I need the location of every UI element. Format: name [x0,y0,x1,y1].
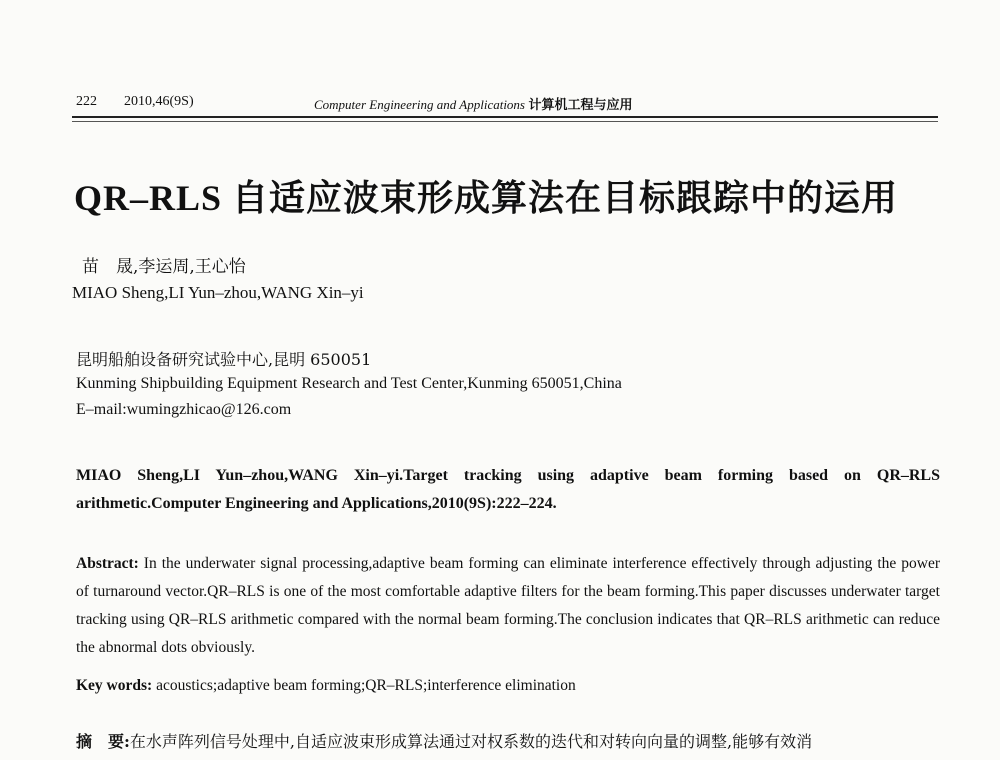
running-header [72,92,938,118]
volume-issue: 2010,46(9S) [124,94,194,109]
keywords [76,672,940,700]
keywords-label: Key words: [76,677,153,694]
affiliation-cn: 昆明船舶设备研究试验中心,昆明 650051 [76,350,372,369]
abstract-text: In the underwater signal processing,adaptive beam forming can eliminate interference effectively through adjusting the power of turnaround vector.QR–RLS is one of the most comfortable adaptive filters for the beam forming.This paper discusses underwater target tracking using QR–RLS arithmetic compared with the normal beam forming.The conclusion indicates that QR–RLS arithmetic can reduce the abnormal dots obviously. [76,555,940,656]
affiliation-en: Kunming Shipbuilding Equipment Research and Test Center,Kunming 650051,China [76,375,622,392]
header-rule [72,121,938,122]
abstract-cn-label: 摘 要: [76,732,130,751]
page-number: 222 [76,94,97,109]
keywords-text: acoustics;adaptive beam forming;QR–RLS;interference elimination [152,677,576,694]
abstract-cn-text: 在水声阵列信号处理中,自适应波束形成算法通过对权系数的迭代和对转向向量的调整,能够有效消 [129,732,813,751]
authors-en: MIAO Sheng,LI Yun–zhou,WANG Xin–yi [72,283,364,302]
paper-title: QR–RLS 自适应波束形成算法在目标跟踪中的运用 [74,178,899,218]
abstract-cn [76,728,940,756]
abstract-label: Abstract: [76,555,139,572]
abstract-en [76,550,940,662]
author-email: E–mail:wumingzhicao@126.com [76,401,292,418]
journal-name [314,94,633,114]
citation: MIAO Sheng,LI Yun–zhou,WANG Xin–yi.Target tracking using adaptive beam forming based on QR–RLS arithmetic.Computer Engineering and Applications,2010(9S):222–224. [76,467,940,512]
journal-name-cn: 计算机工程与应用 [528,98,633,113]
journal-name-en: Computer Engineering and Applications [314,97,525,112]
authors-cn: 苗 晟,李运周,王心怡 [82,257,246,277]
